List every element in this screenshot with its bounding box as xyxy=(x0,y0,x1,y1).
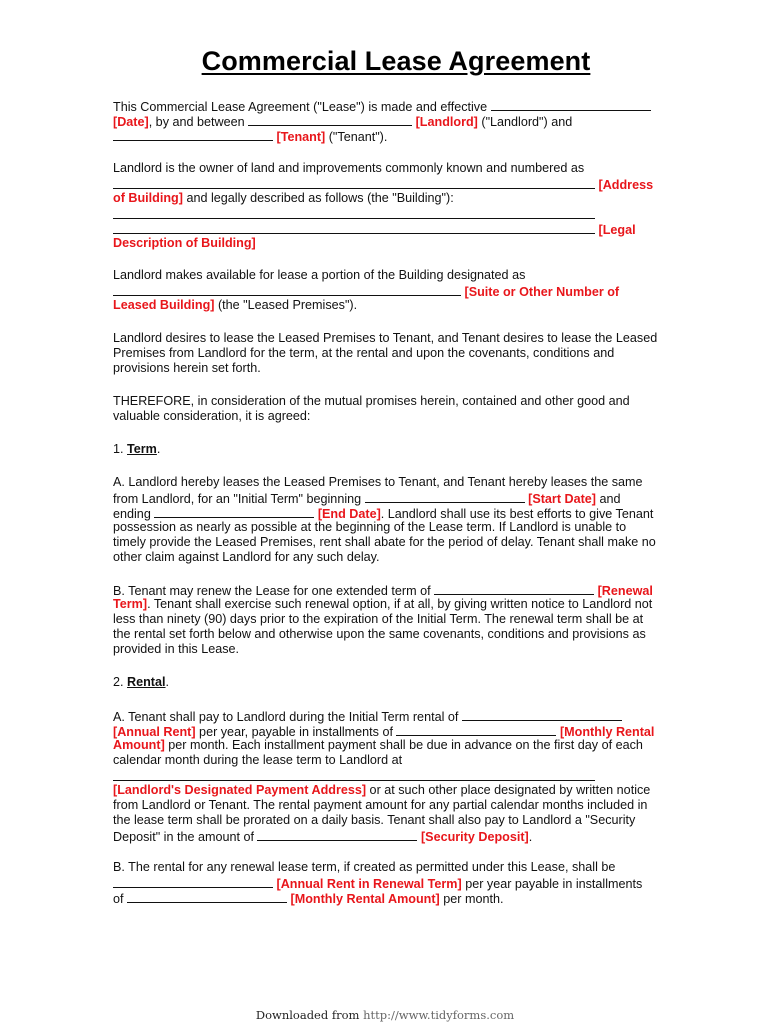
fill-in-blank[interactable] xyxy=(113,176,595,189)
placeholder-field: [Legal xyxy=(598,223,636,237)
text-segment: . Tenant shall exercise such renewal option, if at all, by giving written notice to Landlord not xyxy=(147,597,653,611)
text-line xyxy=(113,361,261,376)
text-segment: ("Tenant"). xyxy=(325,130,388,144)
text-segment: timely provide the Leased Premises, rent shall abate for the period of delay. Tenant shall make no xyxy=(113,535,656,549)
text-segment: Landlord desires to lease the Leased Premises to Tenant, and Tenant desires to lease the Leased xyxy=(113,331,658,345)
placeholder-field: of Building] xyxy=(113,191,183,205)
fill-in-blank[interactable] xyxy=(113,206,595,219)
footer-url-link[interactable]: http://www.tidyforms.com xyxy=(363,1008,515,1022)
text-line xyxy=(113,550,380,565)
fill-in-blank[interactable] xyxy=(113,283,461,296)
text-segment: ("Landlord") and xyxy=(477,115,573,129)
placeholder-field: [Monthly Rental Amount] xyxy=(290,892,440,906)
text-line xyxy=(113,798,647,813)
text-segment: and xyxy=(596,492,621,506)
section-heading: Rental xyxy=(127,675,166,689)
text-segment: . xyxy=(156,442,161,456)
text-line xyxy=(113,738,643,753)
text-segment: the rental set forth below and otherwise upon the same covenants, conditions and provisions as xyxy=(113,627,646,641)
placeholder-field: Amount] xyxy=(113,738,165,752)
text-line xyxy=(113,236,256,251)
text-line xyxy=(113,642,239,657)
text-segment: . xyxy=(165,675,170,689)
text-line xyxy=(113,520,626,535)
placeholder-field: [Suite or Other Number of xyxy=(464,285,620,299)
placeholder-field: [Date] xyxy=(113,115,149,129)
text-line xyxy=(113,298,357,313)
text-line xyxy=(113,331,657,346)
text-segment: provided in this Lease. xyxy=(113,642,240,656)
text-segment: and legally described as follows (the "Building"): xyxy=(182,191,454,205)
fill-in-blank[interactable] xyxy=(154,505,314,518)
placeholder-field: [Security Deposit] xyxy=(420,830,529,844)
fill-in-blank[interactable] xyxy=(113,875,273,888)
placeholder-field: Description of Building] xyxy=(113,236,256,250)
text-line xyxy=(113,191,454,206)
fill-in-blank[interactable] xyxy=(491,98,651,111)
text-line xyxy=(113,783,650,798)
fill-in-blank[interactable] xyxy=(396,723,556,736)
text-line xyxy=(113,627,646,642)
text-segment: , by and between xyxy=(148,115,249,129)
fill-in-blank[interactable] xyxy=(248,113,412,126)
text-segment: Landlord makes available for lease a portion of the Building designated as xyxy=(113,268,526,282)
text-segment: less than ninety (90) days prior to the expiration of the Initial Term. The renewal term shall be at xyxy=(113,612,644,626)
text-segment: possession as nearly as possible at the beginning of the Lease term. If Landlord is unable to xyxy=(113,520,627,534)
placeholder-field: [Annual Rent in Renewal Term] xyxy=(276,877,462,891)
text-line xyxy=(113,394,630,409)
text-line xyxy=(113,475,643,490)
text-segment: per month. xyxy=(439,892,504,906)
text-segment: per month. Each installment payment shall be due in advance on the first day of each xyxy=(164,738,643,752)
fill-in-blank[interactable] xyxy=(113,221,595,234)
text-segment: provisions herein set forth. xyxy=(113,361,261,375)
text-line xyxy=(113,597,652,612)
fill-in-blank[interactable] xyxy=(462,708,622,721)
text-segment: B. The rental for any renewal lease term, if created as permitted under this Lease, shall be xyxy=(113,860,616,874)
placeholder-field: [Landlord] xyxy=(415,115,478,129)
text-segment: . xyxy=(528,830,533,844)
text-line xyxy=(113,535,656,550)
text-segment: the lease term shall be prorated on a daily basis. Tenant shall also pay to Landlord a "Security xyxy=(113,813,636,827)
text-segment: Premises from Landlord for the term, at the rental and upon the covenants, conditions and xyxy=(113,346,615,360)
text-segment: THEREFORE, in consideration of the mutual promises herein, contained and other good and xyxy=(113,394,630,408)
placeholder-field: [Renewal xyxy=(597,584,653,598)
placeholder-field: Leased Building] xyxy=(113,298,215,312)
document-title: Commercial Lease Agreement xyxy=(201,46,591,76)
text-segment: calendar month during the lease term to Landlord at xyxy=(113,753,403,767)
text-segment: This Commercial Lease Agreement ("Lease") is made and effective xyxy=(113,100,491,114)
text-line xyxy=(113,890,503,907)
text-segment: (the "Leased Premises"). xyxy=(214,298,358,312)
text-line xyxy=(113,409,310,424)
text-segment: Deposit" in the amount of xyxy=(113,830,258,844)
fill-in-blank[interactable] xyxy=(434,582,594,595)
placeholder-field: [Address xyxy=(598,178,654,192)
fill-in-blank[interactable] xyxy=(257,828,417,841)
text-line xyxy=(113,161,584,176)
text-segment: 2. xyxy=(113,675,128,689)
fill-in-blank[interactable] xyxy=(113,768,595,781)
text-line xyxy=(113,813,635,828)
fill-in-blank[interactable] xyxy=(365,490,525,503)
text-line xyxy=(113,753,402,768)
placeholder-field: [Tenant] xyxy=(276,130,326,144)
text-segment: or at such other place designated by written notice xyxy=(366,783,651,797)
text-line xyxy=(113,442,160,457)
text-line xyxy=(113,346,614,361)
text-segment: . Landlord shall use its best efforts to give Tenant xyxy=(380,507,654,521)
footer xyxy=(0,1008,770,1022)
text-line xyxy=(113,128,387,145)
text-segment: from Landlord or Tenant. The rental payment amount for any partial calendar months included in xyxy=(113,798,648,812)
text-line xyxy=(113,612,643,627)
text-line xyxy=(113,828,532,845)
text-segment: A. Tenant shall pay to Landlord during the Initial Term rental of xyxy=(113,710,462,724)
text-segment: ending xyxy=(113,507,155,521)
text-segment: Landlord is the owner of land and improvements commonly known and numbered as xyxy=(113,161,585,175)
placeholder-field: [Start Date] xyxy=(528,492,597,506)
placeholder-field: [End Date] xyxy=(317,507,381,521)
text-segment: A. Landlord hereby leases the Leased Premises to Tenant, and Tenant hereby leases the same xyxy=(113,475,643,489)
fill-in-blank[interactable] xyxy=(127,890,287,903)
placeholder-field: Term] xyxy=(113,597,148,611)
text-line xyxy=(113,268,525,283)
text-segment: other claim against Landlord for any such delay. xyxy=(113,550,380,564)
text-segment: from Landlord, for an "Initial Term" beginning xyxy=(113,492,365,506)
text-line xyxy=(113,860,615,875)
placeholder-field: [Monthly Rental xyxy=(559,725,655,739)
text-segment: per year payable in installments xyxy=(461,877,643,891)
text-segment: per year, payable in installments of xyxy=(195,725,397,739)
fill-in-blank[interactable] xyxy=(113,128,273,141)
text-segment: 1. xyxy=(113,442,128,456)
text-segment: valuable consideration, it is agreed: xyxy=(113,409,311,423)
text-segment: of xyxy=(113,892,128,906)
placeholder-field: [Landlord's Designated Payment Address] xyxy=(113,783,367,797)
placeholder-field: [Annual Rent] xyxy=(113,725,196,739)
section-heading: Term xyxy=(127,442,157,456)
text-line xyxy=(113,675,169,690)
footer-label: Downloaded from xyxy=(255,1008,360,1022)
text-segment: B. Tenant may renew the Lease for one extended term of xyxy=(113,584,435,598)
